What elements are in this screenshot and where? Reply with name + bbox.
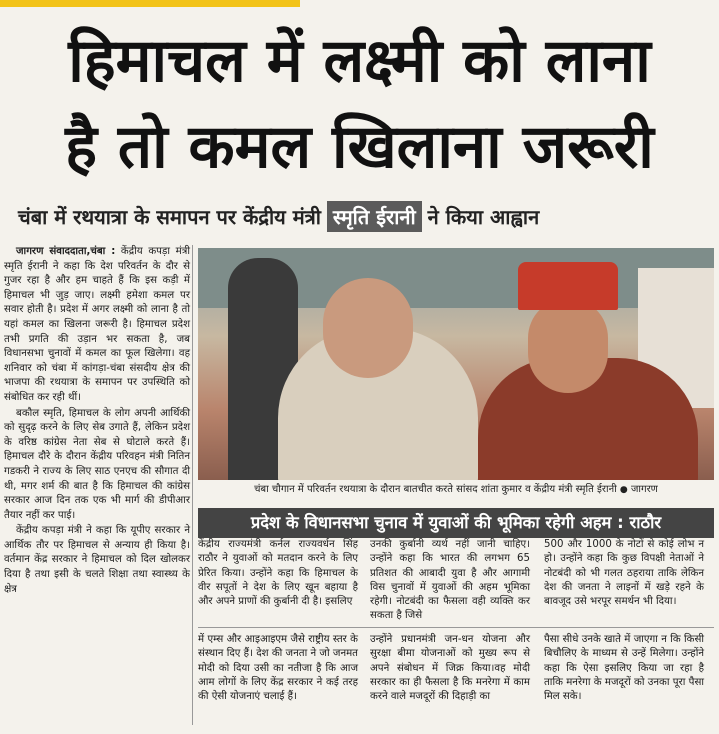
- top-accent-bar: [0, 0, 300, 7]
- sub-column-2: [370, 538, 530, 624]
- subheadline: [18, 198, 708, 234]
- paragraph: केंद्रीय राज्यमंत्री कर्नल राज्यवर्धन सिंह राठौर ने युवाओं को मतदान करने के लिए प्रेरित किया। उन्होंने कहा कि हिमाचल के वीर सपूतों ने देश के लिए खून बहाया है और अपने प्राणों की कुर्बानी दी है। इसलिए: [198, 539, 358, 608]
- lower-column-1: में एम्स और आइआइएम जैसे राष्ट्रीय स्तर के संस्थान दिए हैं। देश की जनता ने जो जनमत मोदी को दिया उसी का नतीजा है कि आज आम लोगों के लिए केंद्र सरकार ने कई तरह की ऐसी योजनाएं चलाई हैं।: [198, 634, 358, 703]
- photo-caption: [198, 481, 714, 499]
- horizontal-divider: [198, 627, 714, 628]
- photo-woman-head: [528, 298, 608, 393]
- paragraph: बकौल स्मृति, हिमाचल के लोग अपनी आर्थिकी को सुदृढ़ करने के लिए सेब उगाते हैं, लेकिन प्रदेश के वरिष्ठ कांग्रेस नेता सेब से घोटाले करते हैं। हिमाचल दौरे के दौरान केंद्रीय परिवहन मंत्री नितिन गडकरी ने राज्य के लिए साठ एनएच की सौगात दी थी, मगर शर्म की बात है कि हिमाचल की कांग्रेस सरकार आज दिन तक एक भी मार्ग की डीपीआर तैयार नहीं कर पाई।: [4, 407, 190, 521]
- lower-column-3: पैसा सीधे उनके खाते में जाएगा न कि किसी बिचौलिए के माध्यम से उन्हें मिलेगा। उन्होंने कहा कि ऐसा इसलिए किया जा रहा है ताकि मनरेगा के मजदूरों को उनका पूरा पैसा मिल सके।: [544, 634, 704, 703]
- photo-man-head: [323, 278, 413, 378]
- sub-article-body: [198, 538, 714, 728]
- sub-column-1: [198, 538, 358, 609]
- paragraph: 500 और 1000 के नोटों से कोई लोभ न हो। उन्होंने कहा कि कुछ विपक्षी नेताओं ने नोटबंदी को भी गलत ठहराया ताकि लेकिन देश की जनता ने लाइनों में खड़े रहने के बावजूद उसे भरपूर समर्थन भी दिया।: [544, 539, 704, 608]
- sub-article-headline: प्रदेश के विधानसभा चुनाव में युवाओं की भूमिका रहेगी अहम : राठौर: [198, 508, 714, 538]
- paragraph: केंद्रीय कपड़ा मंत्री ने कहा कि यूपीए सरकार ने आर्थिक तौर पर हिमाचल से अन्याय ही किया है। वर्तमान केंद्र सरकार ने हिमाचल को दिल खोलकर दिया है तथा इसी के चलते शिक्षा तथा स्वास्थ्य के क्षेत्र: [4, 525, 190, 595]
- sub-column-3: [544, 538, 704, 609]
- main-headline: [0, 18, 719, 190]
- paragraph: [4, 245, 190, 406]
- news-photo: [198, 248, 714, 480]
- subhead-after: ने किया आह्वान: [427, 204, 540, 229]
- column-divider: [192, 245, 193, 725]
- camera-icon: ●: [619, 485, 628, 495]
- paragraph-text: केंद्रीय कपड़ा मंत्री स्मृति ईरानी ने कहा कि देश परिवर्तन के दौर से गुजर रहा है और हम चाहते हैं कि इस कड़ी में हिमाचल भी जुड़ जाए। लक्ष्मी हमेशा कमल पर सवार होती है। प्रदेश में अगर लक्ष्मी को लाना है तो यहां कमल का खिलना जरूरी है। हिमाचल प्रदेश तभी प्रगति की उड़ान भर सकता है, जब विधानसभा चुनावों में कमल का फूल खिलेगा। वह शनिवार को चंबा में कांगड़ा-चंबा संसदीय क्षेत्र की भाजपा की रथयात्रा के समापन पर उपस्थिति को संबोधित कर रही थीं।: [4, 246, 190, 403]
- subhead-before: चंबा में रथयात्रा के समापन पर केंद्रीय मंत्री: [18, 204, 321, 229]
- left-article-column: [4, 245, 190, 598]
- photo-himachali-cap: [518, 262, 618, 310]
- paragraph: उनकी कुर्बानी व्यर्थ नहीं जानी चाहिए। उन्होंने कहा कि भारत की लगभग 65 प्रतिशत की आबादी युवा है और आगामी विस चुनावों में युवाओं की अहम भूमिका रहेगी। नोटबंदी का फैसला वही व्यक्ति कर सकता है जिसे: [370, 539, 530, 622]
- dateline: जागरण संवाददाता,चंबा :: [16, 246, 116, 257]
- headline-line-2: है तो कमल खिलाना जरूरी: [65, 112, 654, 182]
- headline-line-1: हिमाचल में लक्ष्मी को लाना: [68, 26, 651, 96]
- photo-credit: जागरण: [630, 484, 658, 495]
- subhead-highlight: स्मृति ईरानी: [327, 201, 422, 232]
- caption-text: चंबा चौगान में परिवर्तन रथयात्रा के दौरान बातचीत करते सांसद शांता कुमार व केंद्रीय मंत्री स्मृति ईरानी: [254, 484, 617, 495]
- lower-column-2: उन्होंने प्रधानमंत्री जन-धन योजना और सुरक्षा बीमा योजनाओं को मुख्य रूप से अपने संबोधन में जिक्र किया।वह मोदी सरकार का ही फैसला है कि मनरेगा में काम करने वाले मजदूरों की दिहाड़ी का: [370, 634, 530, 703]
